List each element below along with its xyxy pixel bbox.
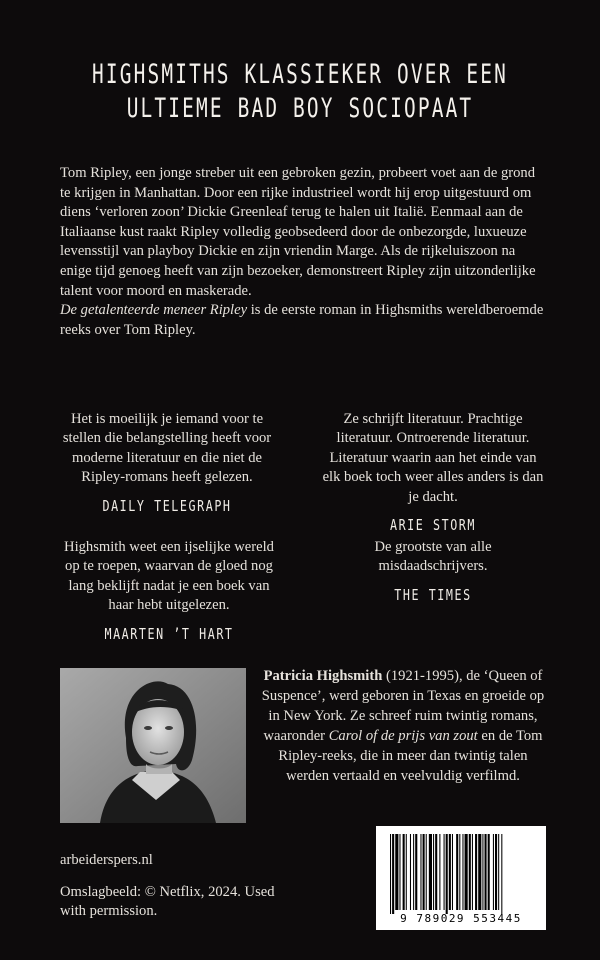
barcode-bar [435, 834, 437, 910]
author-photo [60, 668, 246, 823]
barcode-bar [395, 834, 398, 910]
headline-line-2: ULTIEME BAD BOY SOCIOPAAT [126, 93, 474, 124]
barcode-bar [444, 834, 445, 910]
quote-text: De grootste van alle misdaadschrijvers. [374, 539, 492, 575]
author-name: Patricia Highsmith [263, 668, 383, 684]
barcode-bar [415, 834, 417, 910]
quote-text: Highsmith weet een ijselijke wereld op te roepen, waarvan de gloed nog lang beklijft nadat je een boek van haar hebt uitgelezen. [64, 539, 274, 614]
barcode-bar [410, 834, 411, 910]
headline-line-1: HIGHSMITHS KLASSIEKER OVER EEN [92, 59, 508, 90]
barcode-bar [462, 834, 463, 910]
blurb-paragraph: Tom Ripley, een jonge streber uit een gebroken gezin, probeert voet aan de grond te krijgen in Manhattan. Door een rijke industrieel wordt hij erop uitgestuurd om diens ‘verloren zoon’ Dickie Greenleaf terug te halen uit Italië. Eenmaal aan de Italiaanse kust raakt Ripley volledig geobsedeerd door de onbezorgde, luxueuze levensstijl van playboy Dickie en zijn vriendin Marge. Als de rijkeluiszoon na enige tijd genoeg heeft van zijn bezoeker, demonstreert Ripley zijn uitzonderlijke talent voor moord en maskerade. [60, 165, 536, 299]
quote-text: Het is moeilijk je iemand voor te stellen die belangstelling heeft voor moderne literatuur en die niet de Ripley-romans heeft gelezen. [62, 411, 272, 486]
barcode-bar [485, 834, 487, 910]
barcode-bar [465, 834, 468, 910]
review-quote [56, 410, 278, 516]
barcode [376, 826, 546, 930]
barcode-bar [482, 834, 483, 910]
barcode-bar [399, 834, 400, 910]
isbn-number: 9 789029 553445 [400, 912, 522, 925]
barcode-bar [449, 834, 451, 910]
quote-text: Ze schrijft literatuur. Prachtige literatuur. Ontroerende literatuur. Literatuur waarin aan het einde van elk boek toch weer alles anders is dan je dacht. [322, 411, 544, 505]
author-bio-text-1: (1921-1995), de ‘Queen of Suspence’, werd geboren in Texas en groeide op in New York. Ze schreef ruim twintig romans, waaronder [261, 668, 545, 744]
barcode-bar [406, 834, 407, 910]
author-bio [258, 666, 548, 786]
barcode-bar [456, 834, 458, 910]
quote-source: MAARTEN ’T HART [104, 624, 234, 643]
review-quote [320, 538, 546, 605]
barcode-bar [493, 834, 494, 910]
blurb [60, 164, 544, 340]
review-quote [320, 410, 546, 535]
review-quote [56, 538, 282, 644]
barcode-bar [475, 834, 477, 910]
author-bio-text-2: en de Tom Ripley-reeks, die in meer dan twintig talen werden vertaald en veelvuldig verfilmd. [278, 728, 543, 784]
barcode-bar [420, 834, 421, 910]
quote-source: DAILY TELEGRAPH [102, 496, 232, 515]
publisher-url: arbeiderspers.nl [60, 852, 153, 868]
blurb-closing [60, 301, 544, 340]
barcode-bar [501, 834, 502, 914]
barcode-bar [495, 834, 497, 910]
barcode-bar [423, 834, 425, 910]
quote-source: ARIE STORM [389, 516, 477, 535]
barcode-bar [413, 834, 414, 910]
barcode-bar [459, 834, 460, 910]
barcode-bar [488, 834, 490, 910]
barcode-bar [472, 834, 473, 910]
blurb-closing-text: is de eerste roman in Highsmiths wereldberoemde reeks over Tom Ripley. [60, 302, 544, 338]
barcode-bar [498, 834, 499, 910]
barcode-bar [429, 834, 432, 910]
blurb-book-title: De getalenteerde meneer Ripley [60, 302, 248, 319]
barcode-bar [433, 834, 434, 910]
quote-source: THE TIMES [394, 585, 472, 604]
barcode-bar [426, 834, 427, 910]
barcode-bar [446, 834, 448, 914]
barcode-bar [452, 834, 453, 910]
author-book-title: Carol of de prijs van zout [328, 728, 478, 744]
barcode-bar [439, 834, 440, 910]
barcode-bar [469, 834, 471, 910]
barcode-bar [403, 834, 405, 910]
headline [84, 58, 516, 126]
cover-credit: Omslagbeeld: © Netflix, 2024. Used with permission. [60, 884, 275, 920]
barcode-bar [390, 834, 391, 914]
barcode-bar [392, 834, 394, 914]
barcode-bar [478, 834, 481, 910]
